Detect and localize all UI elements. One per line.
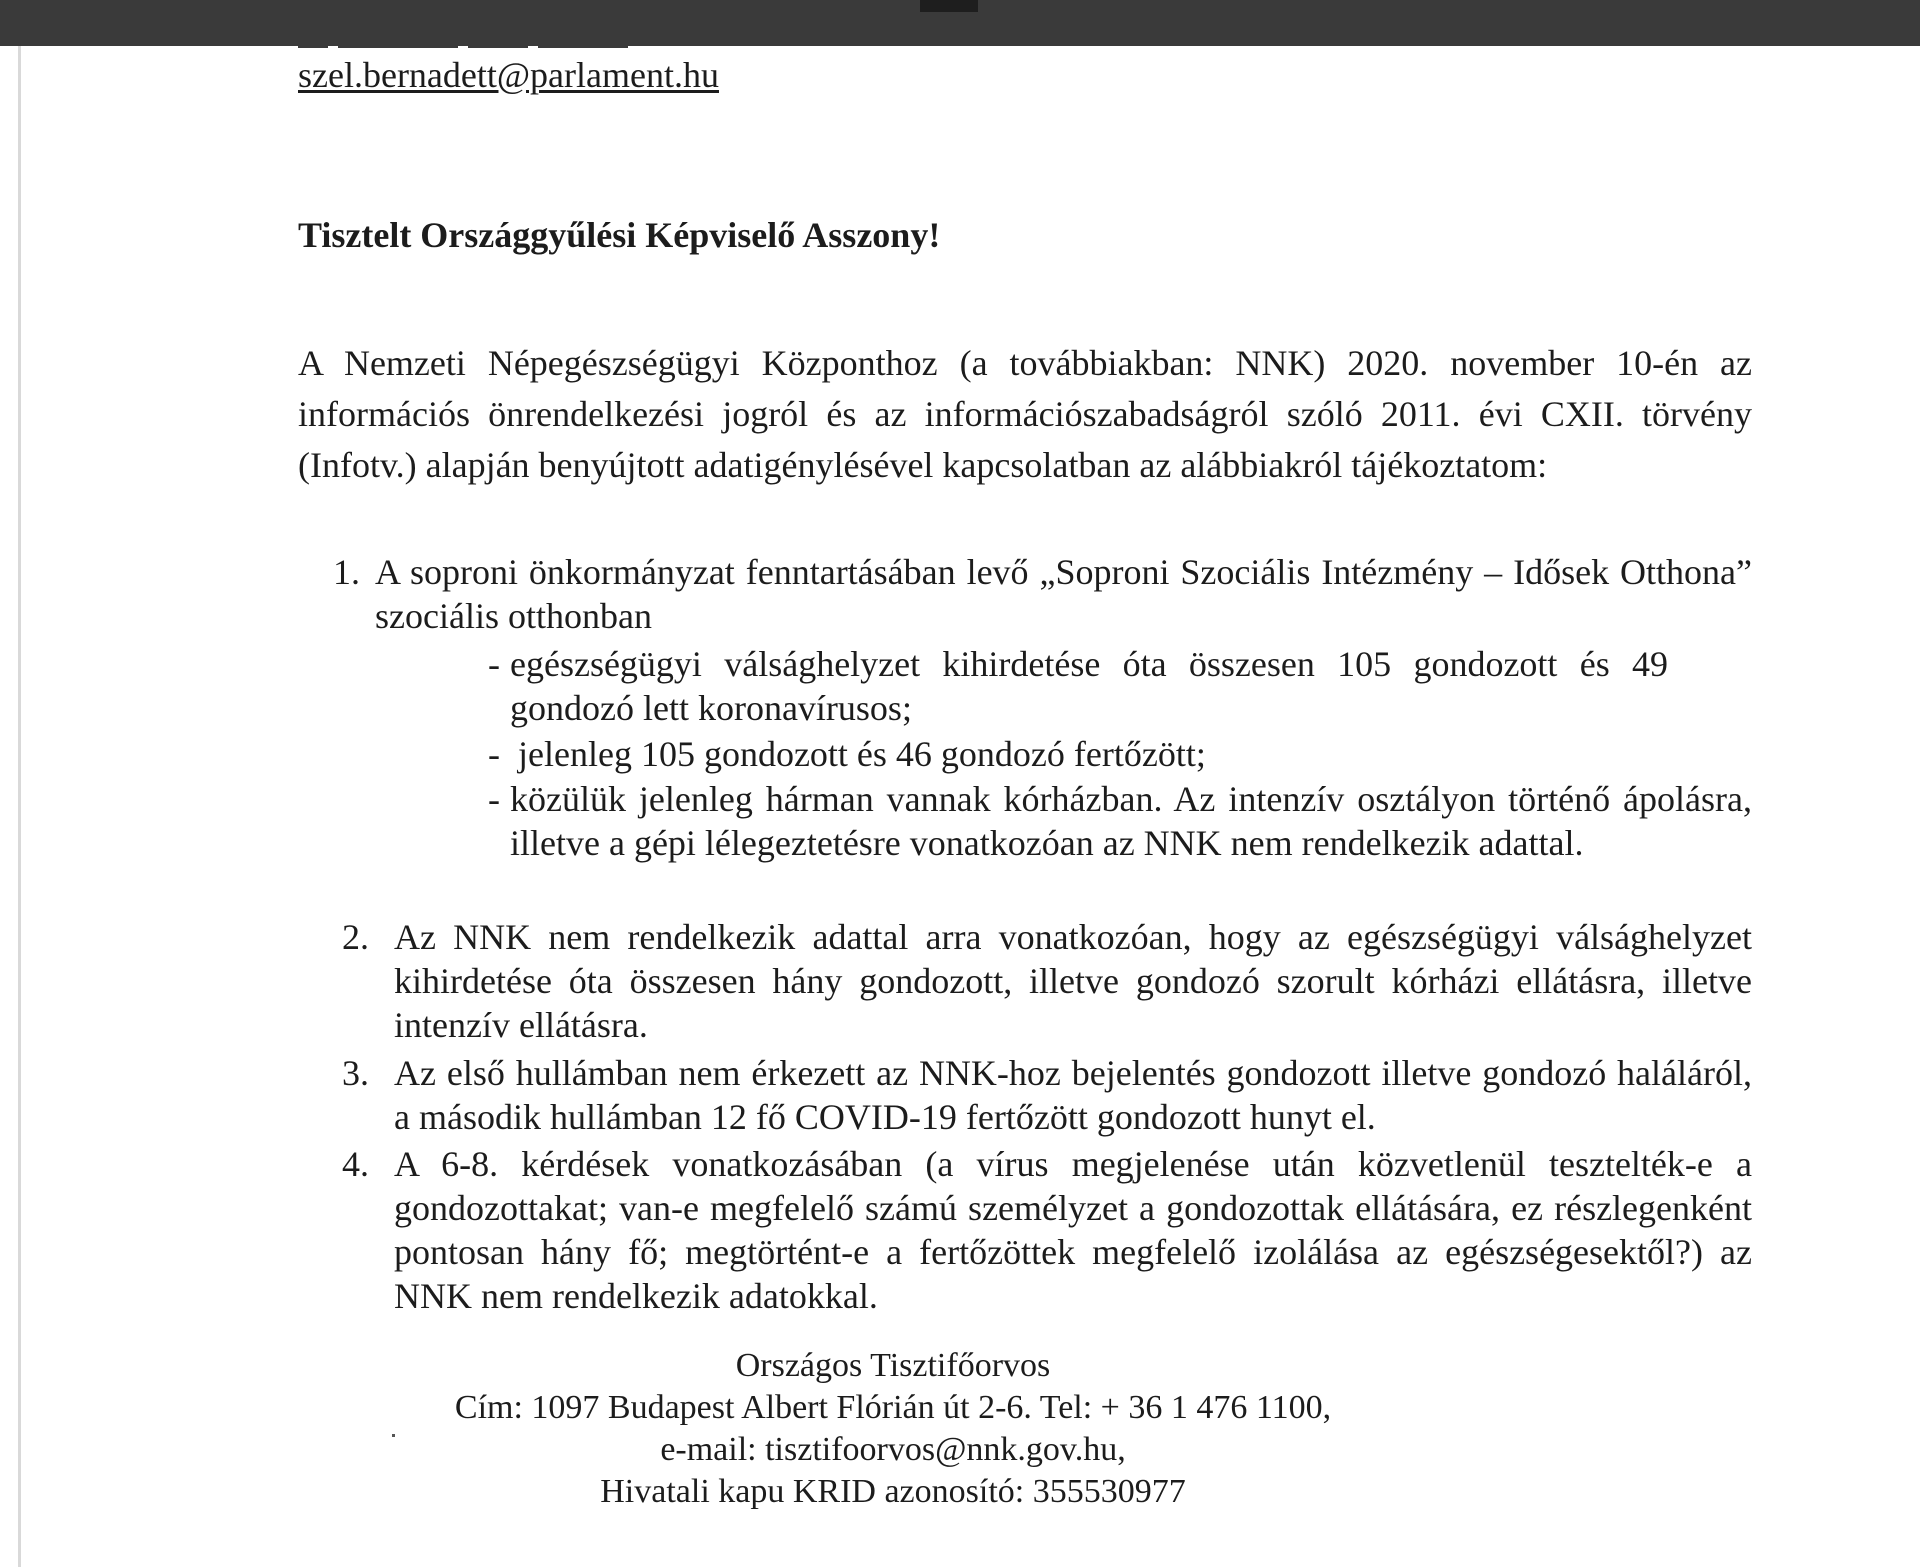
toolbar-tab-notch <box>920 0 978 12</box>
dash-bullet: - <box>488 779 500 819</box>
viewer-toolbar <box>0 0 1920 46</box>
dash-bullet: - <box>488 644 500 684</box>
recipient-email: szel.bernadett@parlament.hu <box>298 55 719 95</box>
dash-bullet: - <box>488 734 500 774</box>
cropped-text-line <box>298 28 678 48</box>
signature-krid: Hivatali kapu KRID azonosító: 355530977 <box>600 1473 1186 1510</box>
list-item-text: Az első hullámban nem érkezett az NNK-hoz bejelentés gondozott illetve gondozó haláláról, a második hullámban 12 fő COVID-19 fertőzött gondozott hunyt el. <box>394 1053 1752 1137</box>
sub-item-1 <box>488 642 1668 730</box>
list-item-4 <box>342 1142 1752 1318</box>
scan-speck <box>392 1434 395 1437</box>
sub-item-text: jelenleg 105 gondozott és 46 gondozó fertőzött; <box>518 734 1206 774</box>
list-number: 4. <box>342 1144 369 1184</box>
list-item-1 <box>333 550 1752 638</box>
signature-email: e-mail: tisztifoorvos@nnk.gov.hu, <box>660 1431 1126 1468</box>
list-number: 3. <box>342 1053 369 1093</box>
sub-item-text: egészségügyi válsághelyzet kihirdetése óta összesen 105 gondozott és 49 gondozó lett koronavírusos; <box>510 644 1668 728</box>
sub-item-3 <box>488 777 1752 865</box>
list-number: 1. <box>333 552 360 592</box>
list-item-text: A 6-8. kérdések vonatkozásában (a vírus megjelenése után közvetlenül tesztelték-e a gondozottakat; van-e megfelelő számú személyzet a gondozottak ellátására, ez részlegenként pontosan hány fő; megtörtént-e a fertőzöttek megfelelő izolálása az egészségesektől?) az NNK nem rendelkezik adatokkal. <box>394 1144 1752 1316</box>
list-item-text: Az NNK nem rendelkezik adattal arra vonatkozóan, hogy az egészségügyi válsághelyzet kihirdetése óta összesen hány gondozott, illetve gondozó szorult kórházi ellátásra, illetve intenzív ellátásra. <box>394 917 1752 1045</box>
list-number: 2. <box>342 917 369 957</box>
list-item-2 <box>342 915 1752 1047</box>
sub-item-text: közülük jelenleg hárman vannak kórházban. Az intenzív osztályon történő ápolásra, illetve a gépi lélegeztetésre vonatkozóan az NNK nem rendelkezik adattal. <box>510 779 1752 863</box>
intro-paragraph: A Nemzeti Népegészségügyi Központhoz (a továbbiakban: NNK) 2020. november 10-én az információs önrendelkezési jogról és az információszabadságról szóló 2011. évi CXII. törvény (Infotv.) alapján benyújtott adatigénylésével kapcsolatban az alábbiakról tájékoztatom: <box>298 343 1752 485</box>
signature-address: Cím: 1097 Budapest Albert Flórián út 2-6. Tel: + 36 1 476 1100, <box>454 1389 1332 1426</box>
salutation: Tisztelt Országgyűlési Képviselő Asszony! <box>298 215 941 255</box>
signature-block <box>298 1345 1488 1513</box>
page-left-edge <box>18 46 21 1567</box>
list-item-3 <box>342 1051 1752 1139</box>
list-item-text: A soproni önkormányzat fenntartásában levő „Soproni Szociális Intézmény – Idősek Otthona” szociális otthonban <box>375 552 1752 636</box>
sub-item-2 <box>488 732 1752 776</box>
signature-office: Országos Tisztifőorvos <box>735 1347 1051 1384</box>
